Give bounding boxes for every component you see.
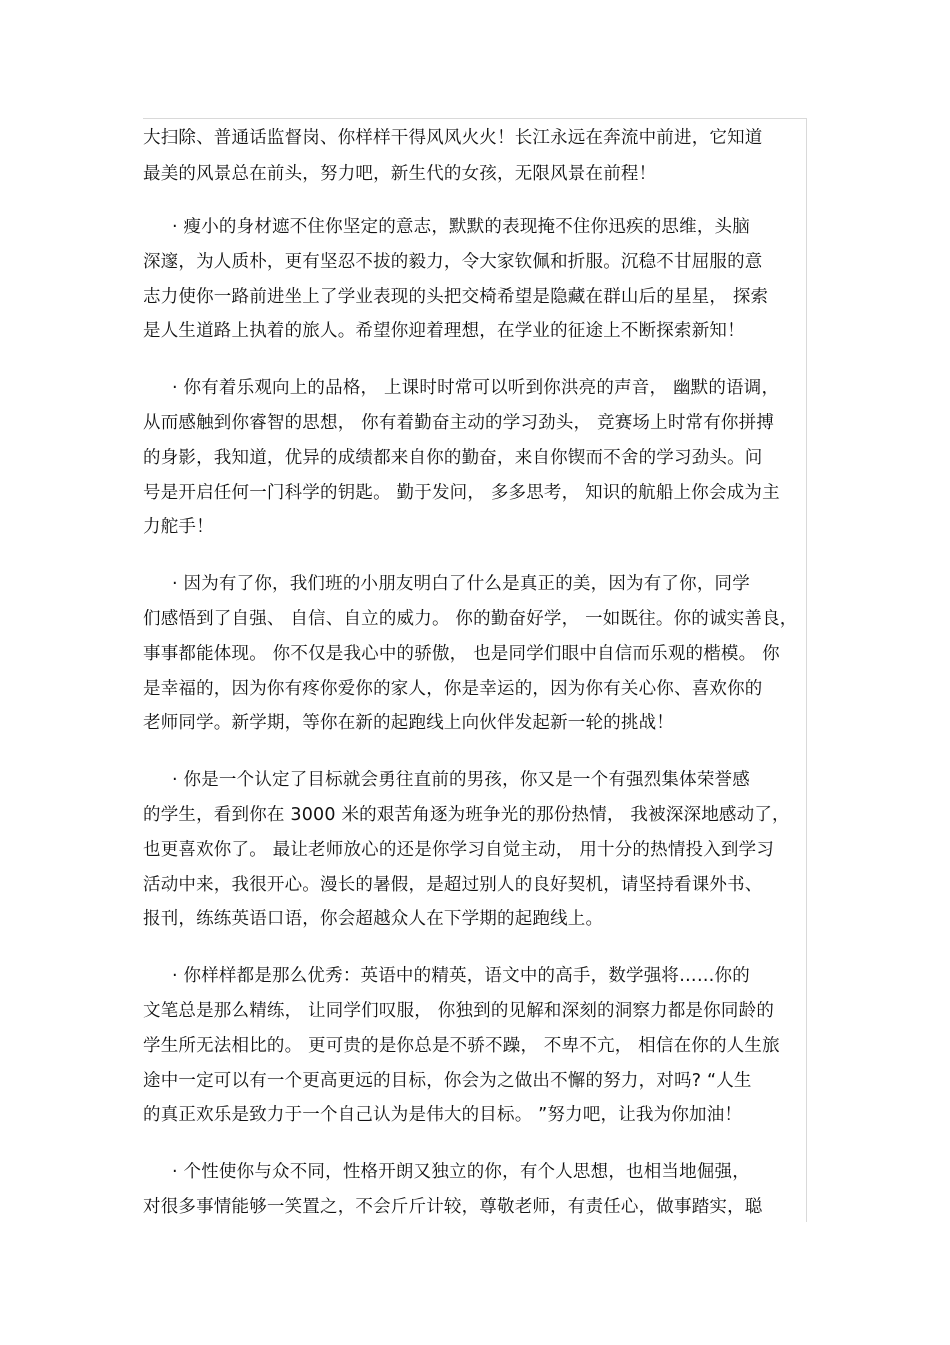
text-line: 学生所无法相比的。 更可贵的是你总是不骄不躁， 不卑不亢， 相信在你的人生旅: [143, 1036, 780, 1056]
paragraph-first-line: · 你样样都是那么优秀：英语中的精英，语文中的高手，数学强将……你的: [172, 966, 750, 986]
text-line: 们感悟到了自强、 自信、自立的威力。 你的勤奋好学， 一如既往。你的诚实善良，: [143, 609, 798, 629]
text-line: 老师同学。新学期，等你在新的起跑线上向伙伴发起新一轮的挑战！: [143, 713, 674, 733]
text-line: 事事都能体现。 你不仅是我心中的骄傲， 也是同学们眼中自信而乐观的楷模。 你: [143, 644, 780, 664]
text-line: 文笔总是那么精练， 让同学们叹服， 你独到的见解和深刻的洞察力都是你同龄的: [143, 1001, 775, 1021]
paragraph-first-line: · 因为有了你，我们班的小朋友明白了什么是真正的美，因为有了你，同学: [172, 574, 750, 594]
text-line: 途中一定可以有一个更高更远的目标，你会为之做出不懈的努力，对吗? “人生: [143, 1071, 752, 1091]
paragraph-first-line: · 你是一个认定了目标就会勇往直前的男孩，你又是一个有强烈集体荣誉感: [172, 770, 750, 790]
page-frame: [143, 118, 807, 1222]
text-line: 力舵手！: [143, 517, 214, 537]
text-line: 的学生，看到你在 3000 米的艰苦角逐为班争光的那份热情， 我被深深地感动了，: [143, 805, 790, 825]
text-line: 是人生道路上执着的旅人。希望你迎着理想，在学业的征途上不断探索新知！: [143, 321, 745, 341]
text-line: 最美的风景总在前头，努力吧，新生代的女孩，无限风景在前程！: [143, 164, 657, 184]
text-line: 志力使你一路前进坐上了学业表现的头把交椅希望是隐藏在群山后的星星， 探索: [143, 287, 769, 307]
text-line: 大扫除、普通话监督岗、你样样干得风风火火！长江永远在奔流中前进，它知道: [143, 128, 763, 148]
text-line: 深邃，为人质朴，更有坚忍不拔的毅力，令大家钦佩和折服。沉稳不甘屈服的意: [143, 252, 763, 272]
text-line: 活动中来，我很开心。漫长的暑假，是超过别人的良好契机，请坚持看课外书、: [143, 875, 763, 895]
text-line: 的身影，我知道，优异的成绩都来自你的勤奋，来自你锲而不舍的学习劲头。问: [143, 448, 763, 468]
text-line: 也更喜欢你了。 最让老师放心的还是你学习自觉主动， 用十分的热情投入到学习: [143, 840, 775, 860]
paragraph-first-line: · 瘦小的身材遮不住你坚定的意志，默默的表现掩不住你迅疾的思维，头脑: [172, 217, 750, 237]
paragraph-first-line: · 你有着乐观向上的品格， 上课时时常可以听到你洪亮的声音， 幽默的语调，: [172, 378, 780, 398]
paragraph-first-line: · 个性使你与众不同，性格开朗又独立的你，有个人思想，也相当地倔强，: [172, 1162, 750, 1182]
text-line: 是幸福的，因为你有疼你爱你的家人，你是幸运的，因为你有关心你、喜欢你的: [143, 679, 763, 699]
text-line: 报刊，练练英语口语，你会超越众人在下学期的起跑线上。: [143, 909, 604, 929]
text-line: 对很多事情能够一笑置之，不会斤斤计较，尊敬老师，有责任心，做事踏实，聪: [143, 1197, 763, 1217]
text-line: 的真正欢乐是致力于一个自己认为是伟大的目标。 ”努力吧，让我为你加油！: [143, 1105, 743, 1125]
text-line: 号是开启任何一门科学的钥匙。 勤于发问， 多多思考， 知识的航船上你会成为主: [143, 483, 780, 503]
text-line: 从而感触到你睿智的思想， 你有着勤奋主动的学习劲头， 竞赛场上时常有你拼搏: [143, 413, 775, 433]
